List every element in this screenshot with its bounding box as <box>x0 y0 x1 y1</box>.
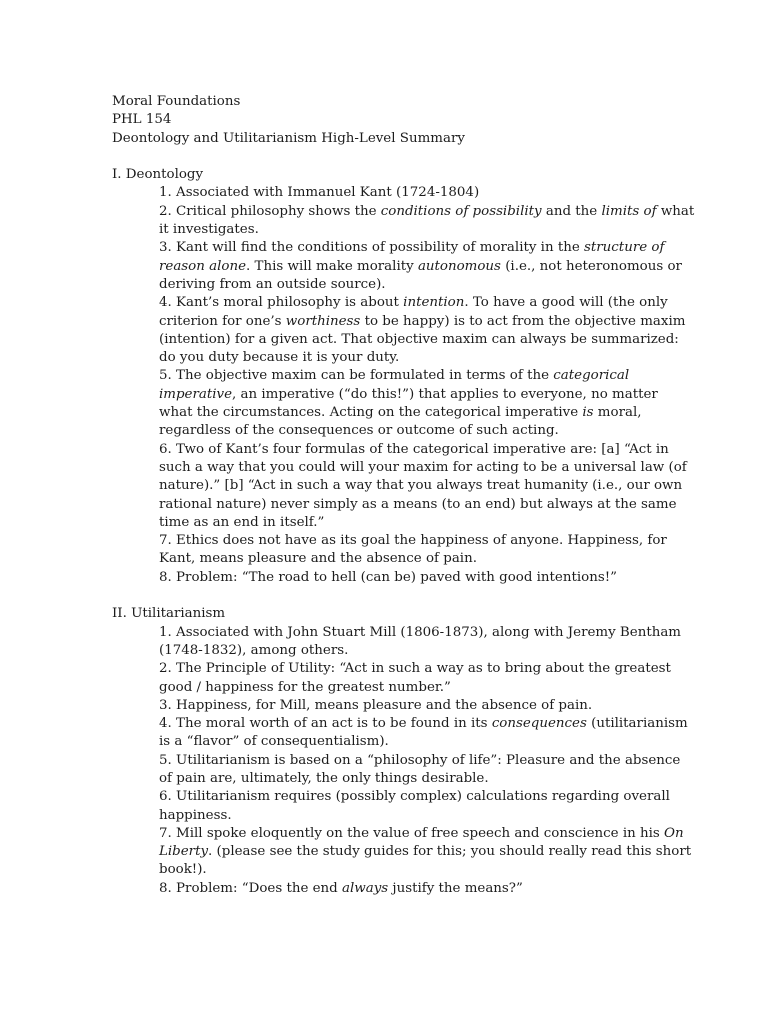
emphasis-text: worthiness <box>285 313 361 329</box>
list-item-line: regardless of the consequences or outcome of such acting. <box>159 423 559 439</box>
list-item-line: 6. Utilitarianism requires (possibly complex) calculations regarding overall <box>159 789 670 805</box>
list-item <box>112 660 671 697</box>
list-item-line: 6. Two of Kant’s four formulas of the categorical imperative are: [a] “Act in <box>159 441 669 457</box>
list-item-line: 3. Kant will find the conditions of possibility of morality in the structure of <box>159 240 665 256</box>
list-item <box>112 203 695 240</box>
list-item-line: is a “flavor” of consequentialism). <box>159 734 389 750</box>
list-item-line: 8. Problem: “Does the end always justify the means?” <box>159 880 523 896</box>
section-heading: II. Utilitarianism <box>112 606 226 622</box>
list-item-line: of pain are, ultimately, the only things desirable. <box>159 770 489 786</box>
list-item-line: book!). <box>159 862 207 878</box>
blank-line <box>112 148 660 166</box>
list-item-line: 5. Utilitarianism is based on a “philosophy of life”: Pleasure and the absence <box>159 752 681 768</box>
list-item-line: Liberty. (please see the study guides for this; you should really read this short <box>159 844 692 860</box>
list-item <box>112 825 692 880</box>
list-item-line: 3. Happiness, for Mill, means pleasure and the absence of pain. <box>159 697 593 713</box>
list-item <box>112 239 682 294</box>
emphasis-text: Liberty <box>159 844 209 860</box>
document-title: Deontology and Utilitarianism High-Level Summary <box>112 130 465 146</box>
list-item-line: happiness. <box>159 807 232 823</box>
list-item <box>112 441 687 532</box>
list-item-line: do you duty because it is your duty. <box>159 350 400 366</box>
list-item-line: deriving from an outside source). <box>159 276 386 292</box>
emphasis-text: On <box>664 825 684 841</box>
emphasis-text: imperative <box>159 386 233 402</box>
list-item-line: 8. Problem: “The road to hell (can be) paved with good intentions!” <box>159 569 617 585</box>
emphasis-text: is <box>582 405 594 421</box>
list-item-line: imperative, an imperative (“do this!”) that applies to everyone, no matter <box>159 386 658 402</box>
list-item <box>112 532 667 569</box>
list-item-line: 7. Ethics does not have as its goal the happiness of anyone. Happiness, for <box>159 533 667 549</box>
list-item <box>112 697 660 715</box>
list-item-line: 1. Associated with Immanuel Kant (1724-1804) <box>159 185 480 201</box>
section-heading: I. Deontology <box>112 167 204 183</box>
list-item-line: time as an end in itself.” <box>159 514 325 530</box>
emphasis-text: consequences <box>491 716 587 732</box>
emphasis-text: limits of <box>601 203 657 219</box>
list-item-line: 7. Mill spoke eloquently on the value of free speech and conscience in his On <box>159 825 684 841</box>
list-item-line: criterion for one’s worthiness to be happy) is to act from the objective maxim <box>159 313 686 329</box>
list-item-line: such a way that you could will your maxim for acting to be a universal law (of <box>159 459 687 475</box>
course-code: PHL 154 <box>112 112 172 128</box>
list-item-line: rational nature) never simply as a means (to an end) but always at the same <box>159 496 677 512</box>
sections <box>112 166 695 898</box>
list-item-line: 2. Critical philosophy shows the conditions of possibility and the limits of what <box>159 203 695 219</box>
emphasis-text: categorical <box>553 368 630 384</box>
list-item-line: Kant, means pleasure and the absence of pain. <box>159 551 477 567</box>
list-item-line: 4. The moral worth of an act is to be found in its consequences (utilitarianism <box>159 716 688 732</box>
emphasis-text: reason alone <box>159 258 246 274</box>
list-item <box>112 569 660 587</box>
list-item <box>112 880 660 898</box>
emphasis-text: intention <box>403 295 465 311</box>
list-item <box>112 715 688 752</box>
document-page <box>112 93 695 898</box>
list-item-line: 5. The objective maxim can be formulated in terms of the categorical <box>159 368 630 384</box>
emphasis-text: always <box>342 880 389 896</box>
list-item <box>112 294 686 367</box>
list-item-line: (1748-1832), among others. <box>159 642 349 658</box>
list-item <box>112 367 660 440</box>
emphasis-text: autonomous <box>417 258 501 274</box>
list-item <box>112 752 681 789</box>
list-item <box>112 788 670 825</box>
list-item-line: (intention) for a given act. That objective maxim can always be summarized: <box>159 331 679 347</box>
blank-line <box>112 587 660 605</box>
list-item-line: it investigates. <box>159 222 259 238</box>
list-item-line: 4. Kant’s moral philosophy is about intention. To have a good will (the only <box>159 295 668 311</box>
list-item <box>112 184 660 202</box>
list-item-line: 1. Associated with John Stuart Mill (1806-1873), along with Jeremy Bentham <box>159 624 682 640</box>
list-item-line: what the circumstances. Acting on the categorical imperative is moral, <box>159 405 642 421</box>
list-item <box>112 624 682 661</box>
list-item-line: 2. The Principle of Utility: “Act in such a way as to bring about the greatest <box>159 661 671 677</box>
list-item-line: good / happiness for the greatest number.” <box>159 679 451 695</box>
emphasis-text: structure of <box>584 240 665 256</box>
course-name: Moral Foundations <box>112 94 241 109</box>
list-item-line: reason alone. This will make morality autonomous (i.e., not heteronomous or <box>159 258 682 274</box>
list-item-line: nature).” [b] “Act in such a way that you always treat humanity (i.e., our own <box>159 478 683 494</box>
emphasis-text: conditions of possibility <box>380 203 542 219</box>
